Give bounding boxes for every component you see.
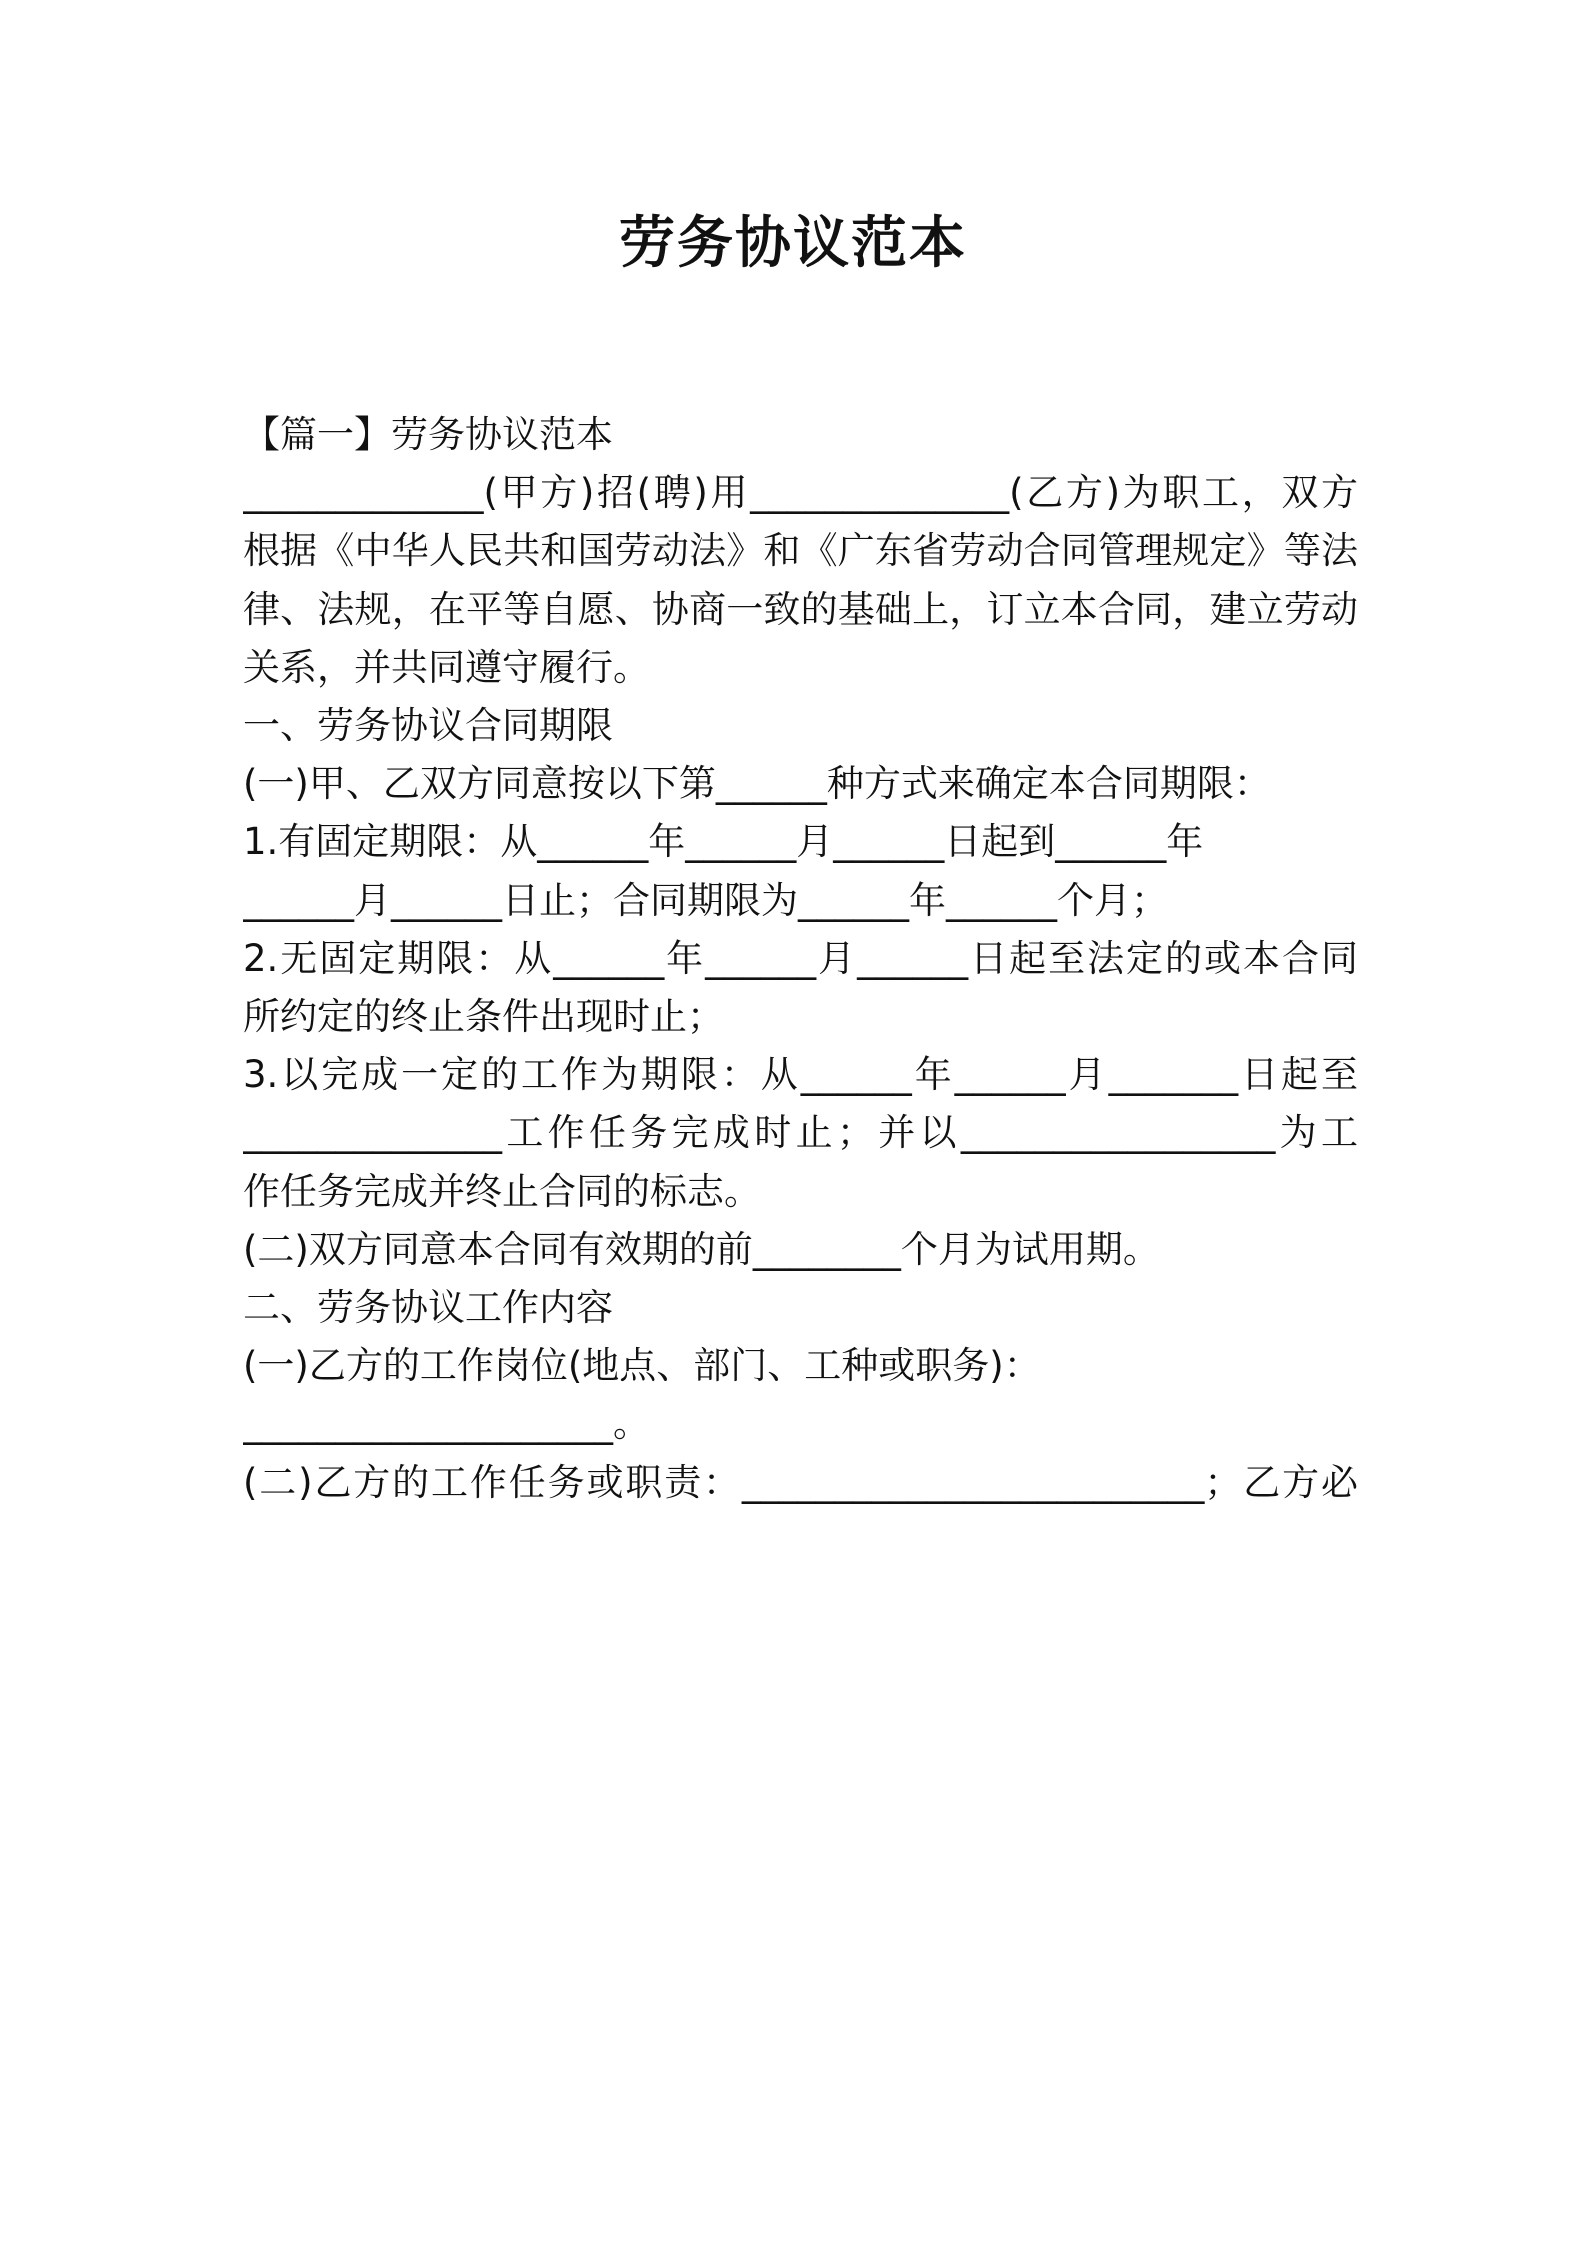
body-line: 3.以完成一定的工作为期限：从______年______月_______日起至 (243, 1053, 1358, 1096)
section-heading: 【篇一】劳务协议范本 (243, 413, 613, 456)
body-line: (二)双方同意本合同有效期的前________个月为试用期。 (243, 1228, 1160, 1271)
body-line: 关系，并共同遵守履行。 (243, 646, 650, 689)
body-line: _____________(甲方)招(聘)用______________(乙方)为职工，双方 (243, 471, 1358, 514)
body-line: (一)甲、乙双方同意按以下第______种方式来确定本合同期限： (243, 762, 1271, 805)
body-line: ______________工作任务完成时止；并以_________________为工 (243, 1111, 1358, 1154)
body-line: 一、劳务协议合同期限 (243, 704, 613, 747)
body-line: 1.有固定期限：从______年______月______日起到______年 (243, 820, 1204, 863)
body-line: (二)乙方的工作任务或职责：_________________________；乙方必 (243, 1461, 1358, 1504)
body-line: 二、劳务协议工作内容 (243, 1286, 613, 1329)
body-line: ____________________。 (243, 1402, 650, 1445)
body-line: 律、法规，在平等自愿、协商一致的基础上，订立本合同，建立劳动 (243, 588, 1358, 631)
body-line: 作任务完成并终止合同的标志。 (243, 1170, 761, 1213)
body-line: 根据《中华人民共和国劳动法》和《广东省劳动合同管理规定》等法 (243, 529, 1358, 572)
body-line: 所约定的终止条件出现时止； (243, 995, 724, 1038)
body-line: 2.无固定期限：从______年______月______日起至法定的或本合同 (243, 937, 1358, 980)
body-line: ______月______日止；合同期限为______年______个月； (243, 879, 1168, 922)
body-line: (一)乙方的工作岗位(地点、部门、工种或职务)： (243, 1344, 1041, 1387)
document-title: 劳务协议范本 (619, 211, 967, 276)
